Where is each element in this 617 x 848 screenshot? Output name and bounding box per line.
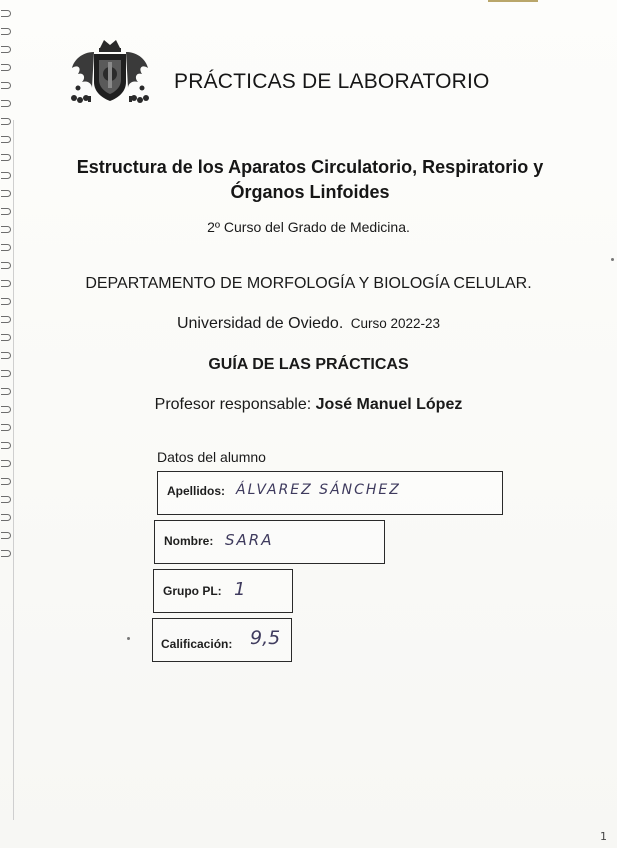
title-line-1: Estructura de los Aparatos Circulatorio, Respiratorio y xyxy=(76,157,544,177)
grade-field[interactable] xyxy=(152,618,292,662)
department-line: DEPARTAMENTO DE MORFOLOGÍA Y BIOLOGÍA CELULAR. xyxy=(85,275,532,292)
document-title xyxy=(40,155,580,205)
university-name: Universidad de Oviedo. xyxy=(176,315,344,332)
professor-label: Profesor responsable: xyxy=(154,396,312,413)
name-field[interactable] xyxy=(154,520,385,564)
group-field[interactable] xyxy=(153,569,293,613)
surname-value: ÁLVAREZ SÁNCHEZ xyxy=(236,482,401,498)
binding-holes xyxy=(0,0,18,600)
course-line: 2º Curso del Grado de Medicina. xyxy=(207,219,410,235)
name-value: SARA xyxy=(225,531,274,549)
name-label: Nombre: xyxy=(164,534,214,548)
group-value: 1 xyxy=(234,579,248,600)
title-line-2: Órganos Linfoides xyxy=(230,182,390,202)
grade-label: Calificación: xyxy=(161,637,233,651)
grade-value: 9,5 xyxy=(250,627,281,649)
scan-speck xyxy=(127,637,130,640)
professor-name: José Manuel López xyxy=(315,396,463,413)
group-label: Grupo PL: xyxy=(163,584,222,598)
academic-year: Curso 2022-23 xyxy=(350,316,441,331)
page-number: 1 xyxy=(600,830,607,843)
student-section-title: Datos del alumno xyxy=(157,449,266,465)
surname-field[interactable] xyxy=(157,471,503,515)
header-title: PRÁCTICAS DE LABORATORIO xyxy=(174,70,490,93)
top-edge-mark xyxy=(488,0,538,2)
professor-line xyxy=(0,396,617,414)
university-line xyxy=(0,315,617,333)
scan-speck xyxy=(611,258,614,261)
surname-label: Apellidos: xyxy=(167,484,226,498)
university-crest-icon xyxy=(64,38,156,108)
guide-title: GUÍA DE LAS PRÁCTICAS xyxy=(208,356,409,373)
